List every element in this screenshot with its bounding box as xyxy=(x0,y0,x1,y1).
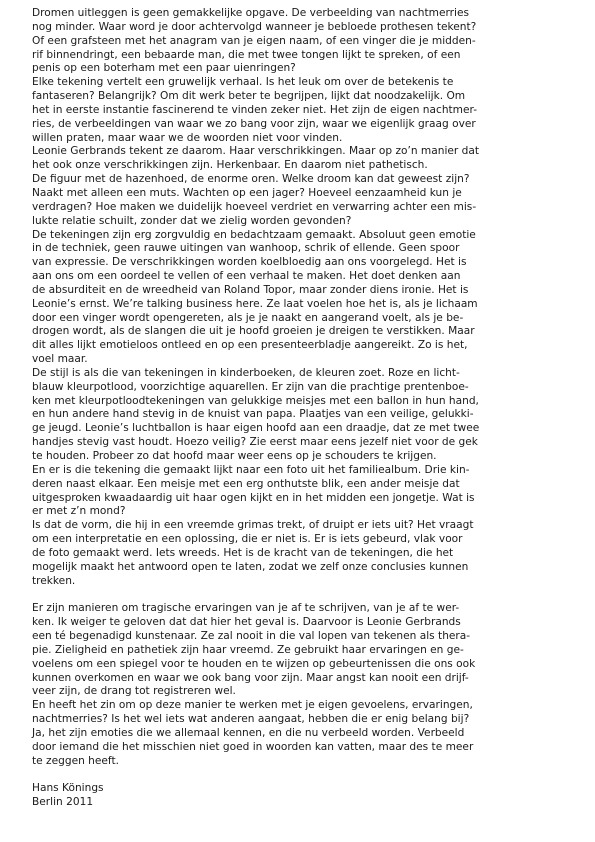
text-line: Ja, het zijn emoties die we allemaal kennen, en die nu verbeeld worden. Verbeeld xyxy=(32,726,465,739)
text-line: lukte relatie schuilt, zonder dat we zielig worden gevonden? xyxy=(32,214,352,227)
text-line: De tekeningen zijn erg zorgvuldig en bedachtzaam gemaakt. Absoluut geen emotie xyxy=(32,228,476,241)
text-line: Elke tekening vertelt een gruwelijk verhaal. Is het leuk om over de betekenis te xyxy=(32,76,454,89)
text-line: het in eerste instantie fascinerend te vinden zeker niet. Het zijn de eigen nachtmer- xyxy=(32,103,478,116)
text-line: te zeggen heeft. xyxy=(32,754,119,767)
text-line: en hun andere hand stevig in de knuist van papa. Plaatjes van een veilige, gelukki- xyxy=(32,408,474,421)
text-line: door iemand die het misschien niet goed in woorden kan vatten, maar des te meer xyxy=(32,740,474,753)
text-line: uitgesproken kwaadaardig uit haar ogen kijkt en in het midden een jongetje. Wat is xyxy=(32,491,475,504)
text-line: door een vinger wordt opengereten, als je je naakt en aangerand voelt, als je be- xyxy=(32,311,464,324)
text-line: voel maar. xyxy=(32,353,88,366)
text-line: een té begenadigd kunstenaar. Ze zal nooit in die val lopen van tekenen als thera- xyxy=(32,629,471,642)
text-line: van expressie. De verschrikkingen worden koelbloedig aan ons voorgelegd. Het is xyxy=(32,256,467,269)
text-line: mogelijk maakt het antwoord open te laten, zodat we zelf onze conclusies kunnen xyxy=(32,560,469,573)
blank-line xyxy=(32,588,567,602)
text-line: rif binnendringt, een bebaarde man, die met twee tongen lijkt te spreken, of een xyxy=(32,48,461,61)
text-line: er met z’n mond? xyxy=(32,505,126,518)
text-line: ries, de verbeeldingen van waar we zo bang voor zijn, waar we eigenlijk graag over xyxy=(32,117,476,130)
text-line: de absurditeit en de wreedheid van Roland Topor, maar zonder diens ironie. Het is xyxy=(32,283,469,296)
text-line: nog minder. Waar word je door achtervolgd wanneer je bebloede prothesen tekent? xyxy=(32,20,477,33)
text-line: deren naast elkaar. Een meisje met een erg onthutste blik, een ander meisje dat xyxy=(32,477,460,490)
text-line: Of een grafsteen met het anagram van je eigen naam, of een vinger die je midden- xyxy=(32,34,476,47)
blank-line xyxy=(32,768,567,782)
text-line: Naakt met alleen een muts. Wachten op een jager? Hoeveel eenzaamheid kun je xyxy=(32,186,462,199)
text-line: penis op een boterham met een paar uienringen? xyxy=(32,62,296,75)
text-line: Is dat de vorm, die hij in een vreemde grimas trekt, of druipt er iets uit? Het vraagt xyxy=(32,519,474,532)
text-line: drogen wordt, als de slangen die uit je hoofd groeien je dreigen te verstikken. Maar xyxy=(32,325,475,338)
text-line: nachtmerries? Is het wel iets wat anderen aangaat, hebben die er enig belang bij? xyxy=(32,713,470,726)
text-line: te houden. Probeer zo dat hoofd maar weer eens op je schouders te krijgen. xyxy=(32,450,437,462)
text-line: voelens om een spiegel voor te houden en te wijzen op gebeurtenissen die ons ook xyxy=(32,657,476,670)
text-line: om een interpretatie en een oplossing, die er niet is. Er is iets gebeurd, vlak voor xyxy=(32,533,463,546)
text-line: Leonie Gerbrands tekent ze daarom. Haar verschrikkingen. Maar op zo’n manier dat xyxy=(32,145,480,158)
text-line: blauw kleurpotlood, voorzichtige aquarellen. Er zijn van die prachtige prentenboe- xyxy=(32,380,469,393)
text-line: trekken. xyxy=(32,574,76,587)
text-line: veer zijn, de drang tot registreren wel. xyxy=(32,685,236,698)
text-line: Hans Könings xyxy=(32,782,104,795)
text-line: handjes stevig vast houdt. Hoezo veilig? Zie eerst maar eens jezelf niet voor de gek xyxy=(32,436,478,449)
text-line: de foto gemaakt werd. Iets wreeds. Het is de kracht van de tekeningen, die het xyxy=(32,546,454,559)
text-line: fantaseren? Belangrijk? Om dit werk beter te begrijpen, lijkt dat noodzakelijk. Om xyxy=(32,90,466,103)
text-line: De figuur met de hazenhoed, de enorme oren. Welke droom kan dat geweest zijn? xyxy=(32,173,470,186)
text-line: verdragen? Hoe maken we duidelijk hoeveel verdriet en verwarring achter een mis- xyxy=(32,200,477,213)
text-line: het ook onze verschrikkingen zijn. Herkenbaar. En daarom niet pathetisch. xyxy=(32,159,428,172)
text-line: Er zijn manieren om tragische ervaringen van je af te schrijven, van je af te wer- xyxy=(32,602,460,615)
text-line: Leonie’s ernst. We’re talking business here. Ze laat voelen hoe het is, als je lichaam xyxy=(32,297,478,310)
text-line: aan ons om een oordeel te vellen of een verhaal te maken. Het doet denken aan xyxy=(32,270,461,283)
text-line: Dromen uitleggen is geen gemakkelijke opgave. De verbeelding van nachtmerries xyxy=(32,7,469,19)
text-line: in de techniek, geen rauwe uitingen van wanhoop, schrik of ellende. Geen spoor xyxy=(32,242,460,255)
text-line: ken met kleurpotloodtekeningen van gelukkige meisjes met een ballon in hun hand, xyxy=(32,394,479,407)
text-line: ken. Ik weiger te geloven dat dat hier het geval is. Daarvoor is Leonie Gerbrands xyxy=(32,616,461,629)
document-page xyxy=(32,7,567,810)
text-line: pie. Zieligheid en pathetiek zijn haar vreemd. Ze gebruikt haar ervaringen en ge- xyxy=(32,643,464,656)
text-line: willen praten, maar waar we de woorden niet voor vinden. xyxy=(32,131,343,144)
text-line: kunnen overkomen en waar we ook bang voor zijn. Maar angst kan nooit een drijf- xyxy=(32,671,469,684)
text-line: En er is die tekening die gemaakt lijkt naar een foto uit het familiealbum. Drie kin- xyxy=(32,463,470,476)
text-line: En heeft het zin om op deze manier te werken met je eigen gevoelens, ervaringen, xyxy=(32,699,473,712)
text-line: Berlin 2011 xyxy=(32,796,94,809)
text-line: ge jeugd. Leonie’s luchtballon is haar eigen hoofd aan een draadje, dat ze met twee xyxy=(32,422,480,435)
text-line: dit alles lijkt emotieloos ontleed en op een presenteerbladje aangereikt. Zo is het, xyxy=(32,339,468,352)
text-line: De stijl is als die van tekeningen in kinderboeken, de kleuren zoet. Roze en licht- xyxy=(32,366,460,379)
